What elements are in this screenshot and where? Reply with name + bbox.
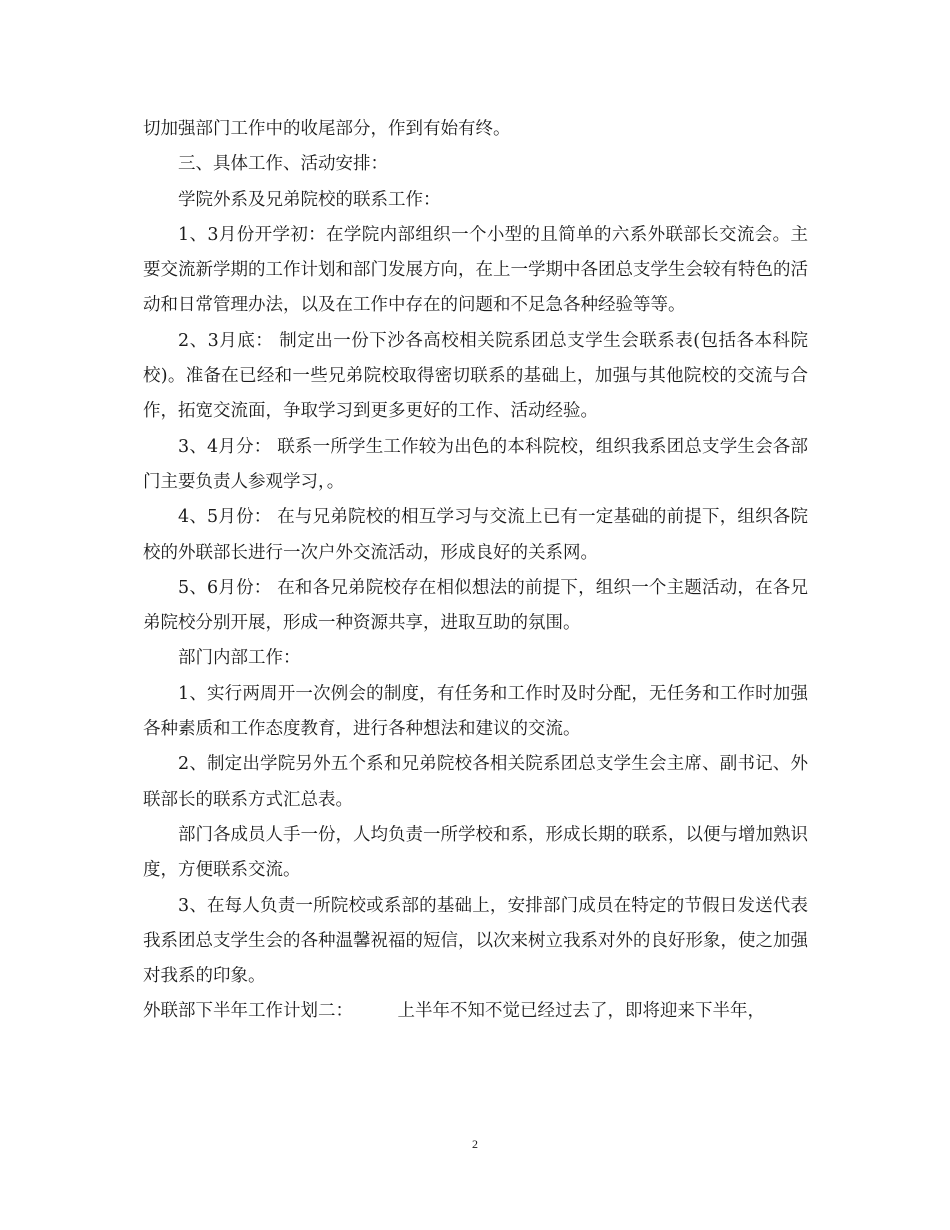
plan-two-heading: 外联部下半年工作计划二： 上半年不知不觉已经过去了，即将迎来下半年， — [143, 1001, 765, 1022]
page-number: 2 — [472, 1137, 478, 1151]
subsection-heading: 学院外系及兄弟院校的联系工作： — [178, 189, 441, 210]
paragraph: 2、制定出学院另外五个系和兄弟院校各相关院系团总支学生会主席、副书记、外联部长的联系方式汇总表。 — [143, 754, 808, 810]
paragraph: 4、5月份： 在与兄弟院校的相互学习与交流上已有一定基础的前提下，组织各院校的外联部长进行一次户外交流活动，形成良好的关系网。 — [143, 507, 808, 563]
section-heading: 三、具体工作、活动安排： — [178, 154, 388, 175]
paragraph: 1、实行两周开一次例会的制度，有任务和工作时及时分配，无任务和工作时加强各种素质和工作态度教育，进行各种想法和建议的交流。 — [143, 683, 808, 740]
paragraph: 部门各成员人手一份，人均负责一所学校和系，形成长期的联系，以便与增加熟识度，方便联系交流。 — [143, 824, 808, 881]
paragraph: 3、在每人负责一所院校或系部的基础上，安排部门成员在特定的节假日发送代表我系团总支学生会的各种温馨祝福的短信，以次来树立我系对外的良好形象，使之加强对我系的印象。 — [143, 895, 808, 987]
document-body — [143, 112, 808, 1030]
paragraph: 1、3月份开学初：在学院内部组织一个小型的且简单的六系外联部长交流会。主要交流新学期的工作计划和部门发展方向，在上一学期中各团总支学生会较有特色的活动和日常管理办法，以及在工作中存在的问题和不足急各种经验等等。 — [143, 224, 808, 316]
paragraph: 切加强部门工作中的收尾部分，作到有始有终。 — [143, 119, 511, 139]
paragraph: 5、6月份： 在和各兄弟院校存在相似想法的前提下，组织一个主题活动，在各兄弟院校分别开展，形成一种资源共享，进取互助的氛围。 — [143, 577, 808, 634]
paragraph: 3、4月分： 联系一所学生工作较为出色的本科院校，组织我系团总支学生会各部门主要负责人参观学习，。 — [143, 436, 808, 492]
paragraph: 2、3月底： 制定出一份下沙各高校相关院系团总支学生会联系表(包括各本科院校)。准备在已经和一些兄弟院校取得密切联系的基础上，加强与其他院校的交流与合作，拓宽交流面，争取学习到更多更好的工作、活动经验。 — [143, 330, 808, 422]
subsection-heading: 部门内部工作： — [178, 648, 301, 669]
